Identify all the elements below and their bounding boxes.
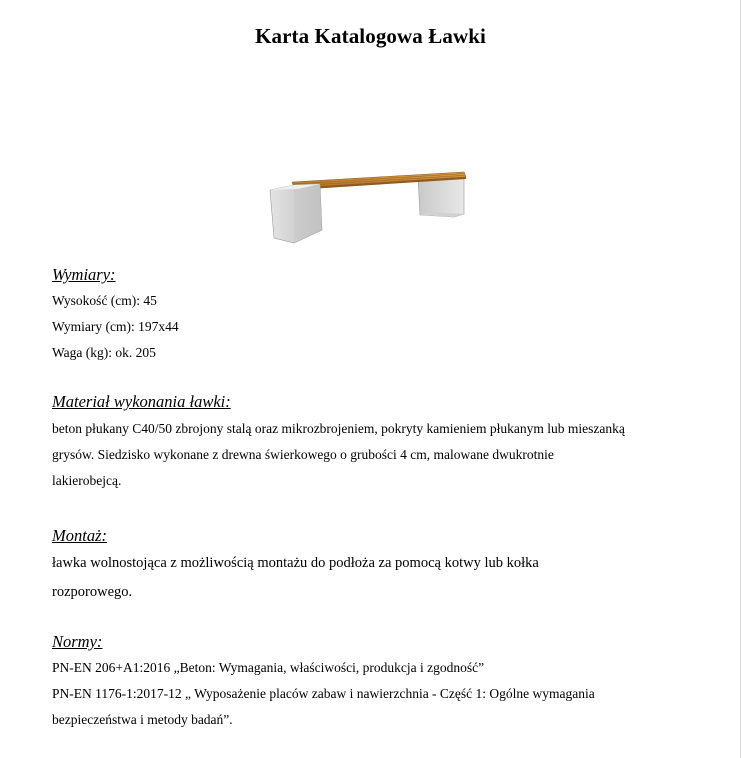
- dimension-weight: Waga (kg): ok. 205: [52, 345, 156, 360]
- norm-line-1: PN-EN 206+A1:2016 „Beton: Wymagania, właściwości, produkcja i zgodność”: [52, 660, 485, 675]
- montaz-line-2: rozporowego.: [52, 584, 133, 600]
- norm-line-3: bezpieczeństwa i metody badań”.: [52, 712, 233, 727]
- material-line-1: beton płukany C40/50 zbrojony stalą oraz mikrozbrojeniem, pokryty kamieniem płukanym lub mieszanką: [52, 421, 625, 436]
- material-line-2: grysów. Siedzisko wykonane z drewna świerkowego o grubości 4 cm, malowane dwukrotnie: [52, 447, 554, 462]
- bench-image: [268, 170, 468, 245]
- section-heading-wymiary: Wymiary:: [52, 265, 116, 284]
- dimension-size: Wymiary (cm): 197x44: [52, 319, 179, 334]
- dimension-height: Wysokość (cm): 45: [52, 293, 157, 308]
- montaz-line-1: ławka wolnostojąca z możliwością montażu do podłoża za pomocą kotwy lub kołka: [52, 555, 539, 571]
- norm-line-2: PN-EN 1176-1:2017-12 „ Wyposażenie placów zabaw i nawierzchnia - Część 1: Ogólne wymagania: [52, 686, 595, 701]
- section-heading-normy: Normy:: [52, 632, 103, 651]
- section-heading-montaz: Montaż:: [52, 526, 107, 545]
- section-heading-material: Materiał wykonania ławki:: [52, 392, 231, 411]
- page-title: Karta Katalogowa Ławki: [255, 24, 486, 48]
- material-line-3: lakierobejcą.: [52, 473, 122, 488]
